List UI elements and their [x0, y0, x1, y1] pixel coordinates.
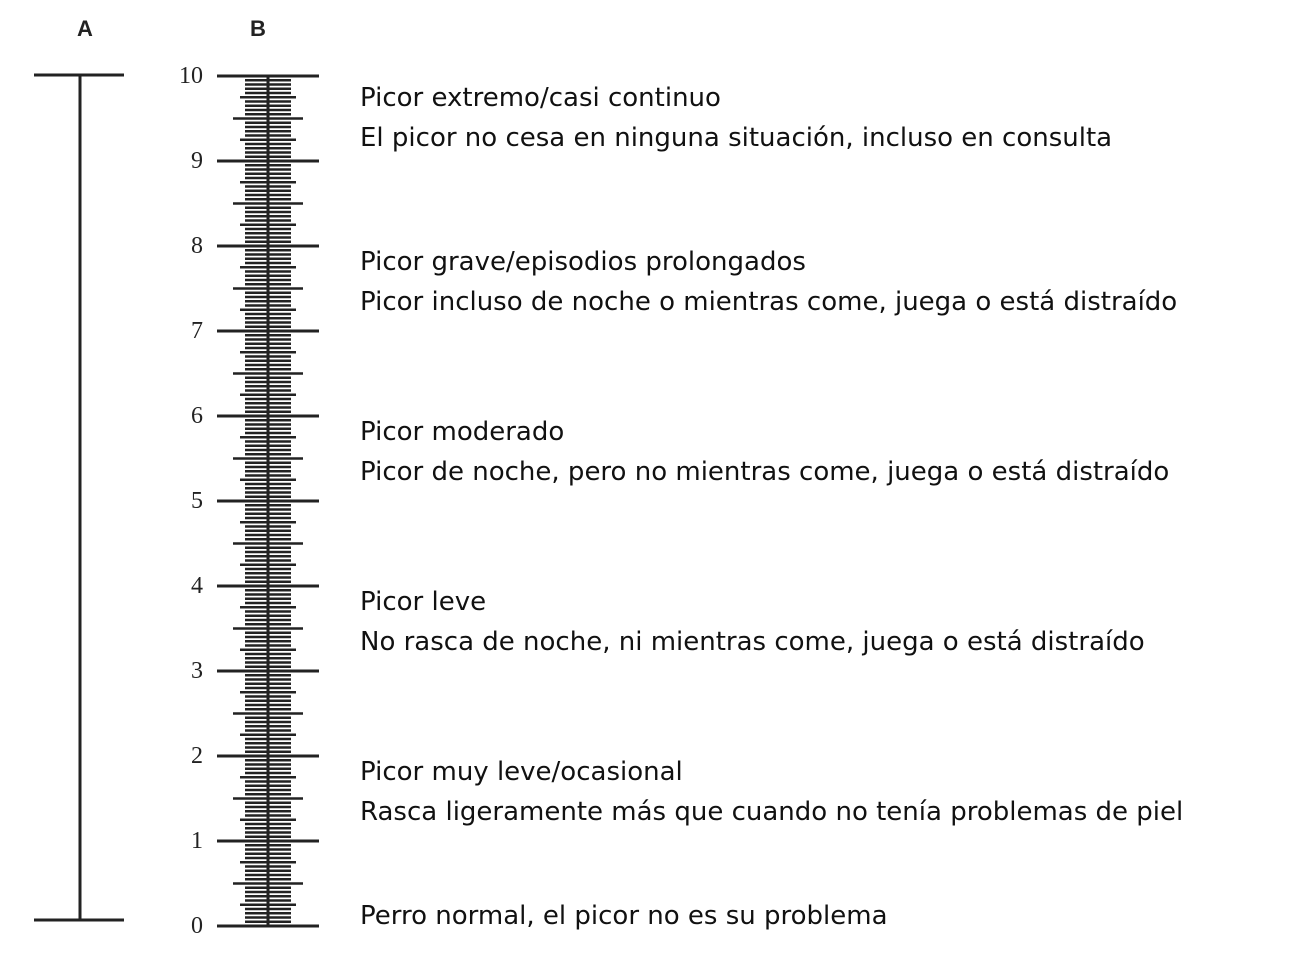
severity-title: Picor muy leve/ocasional — [360, 757, 683, 787]
severity-detail: El picor no cesa en ninguna situación, incluso en consulta — [360, 123, 1113, 153]
severity-detail: Picor incluso de noche o mientras come, juega o está distraído — [360, 287, 1178, 317]
scale-b-tick-label: 2 — [191, 743, 203, 769]
scale-b-tick-label: 5 — [191, 488, 203, 514]
scale-b-tick-label: 4 — [191, 573, 203, 599]
severity-title: Picor moderado — [360, 417, 565, 447]
severity-detail: No rasca de noche, ni mientras come, juega o está distraído — [360, 627, 1145, 657]
scale-b-tick-label: 9 — [191, 148, 203, 174]
severity-title: Picor leve — [360, 587, 487, 617]
severity-title: Picor extremo/casi continuo — [360, 83, 721, 113]
scale-b-tick-label: 1 — [191, 828, 203, 854]
severity-detail: Rasca ligeramente más que cuando no tenía problemas de piel — [360, 797, 1184, 827]
severity-descriptor — [360, 412, 1169, 492]
scale-b-tick-label: 3 — [191, 658, 203, 684]
severity-descriptor — [360, 78, 1112, 158]
severity-descriptor — [360, 582, 1145, 662]
scale-b — [217, 75, 319, 927]
severity-detail: Picor de noche, pero no mientras come, juega o está distraído — [360, 457, 1170, 487]
scale-b-tick-label: 6 — [191, 403, 203, 429]
scale-b-label: B — [250, 16, 266, 41]
severity-title: Perro normal, el picor no es su problema — [360, 901, 888, 931]
scale-b-tick-label: 8 — [191, 233, 203, 259]
scale-a — [34, 75, 124, 920]
scale-b-tick-label: 0 — [191, 913, 203, 939]
scale-b-tick-label: 10 — [179, 63, 203, 89]
severity-descriptor — [360, 752, 1183, 832]
severity-descriptor — [360, 896, 888, 936]
scale-a-label: A — [77, 16, 93, 41]
severity-descriptor — [360, 242, 1177, 322]
scale-b-tick-label: 7 — [191, 318, 203, 344]
severity-title: Picor grave/episodios prolongados — [360, 247, 806, 277]
